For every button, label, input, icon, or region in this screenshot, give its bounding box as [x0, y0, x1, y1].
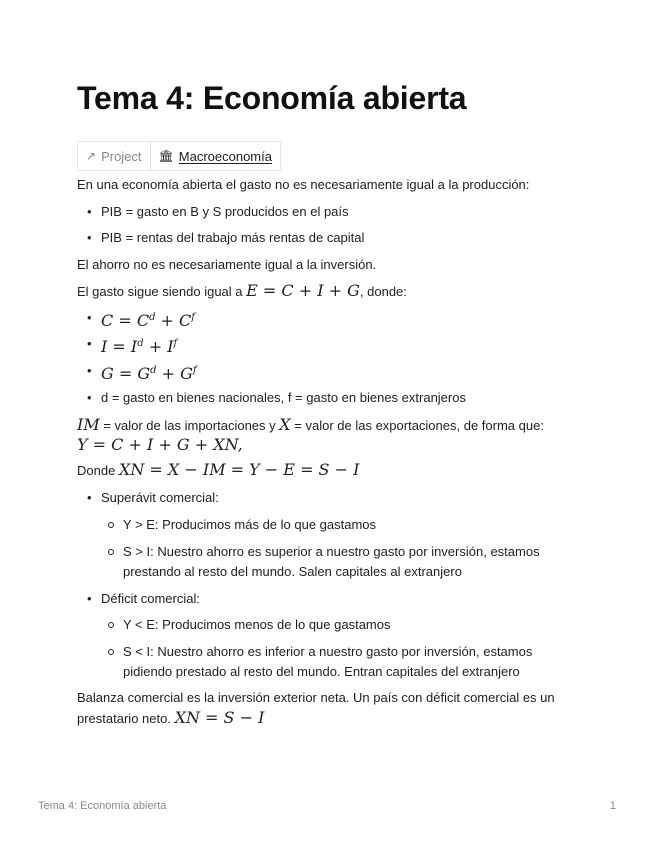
list-item: • PIB = gasto en B y S producidos en el país: [101, 203, 349, 221]
sub-list-item-continued: prestando al resto del mundo. Salen capitales al extranjero: [123, 564, 462, 579]
footer-title: Tema 4: Economía abierta: [38, 800, 167, 812]
gasto-prefix: El gasto sigue siendo igual a: [77, 284, 243, 299]
sub-list-item: Y > E: Producimos más de lo que gastamos: [123, 517, 377, 532]
property-key: [78, 142, 151, 170]
gasto-suffix: , donde:: [359, 284, 407, 299]
balanza-paragraph: Balanza comercial es la inversión exterior neta. Un país con déficit comercial es un: [77, 690, 555, 705]
list-item: • d = gasto en bienes nacionales, f = gasto en bienes extranjeros: [101, 389, 466, 407]
property-bar: [77, 141, 281, 171]
page-title: Tema 4: Economía abierta: [77, 80, 467, 116]
sub-list-item: S > I: Nuestro ahorro es superior a nuestro gasto por inversión, estamos: [123, 544, 540, 559]
ahorro-paragraph: El ahorro no es necesariamente igual a la inversión.: [77, 257, 377, 272]
component-formula: $C = C^d + C^f$: [101, 311, 195, 330]
list-item: [101, 309, 195, 331]
y-formula-line: Y = C + I + G + XN,: [77, 435, 243, 454]
component-formula: $G = G^d + G^f$: [101, 364, 197, 383]
donde-paragraph: Donde XN = X − IM = Y − E = S − I: [77, 460, 360, 479]
list-item: • Superávit comercial:: [101, 489, 219, 507]
sub-list-item-continued: pidiendo prestado al resto del mundo. Entran capitales del extranjero: [123, 664, 520, 679]
list-item: [101, 362, 197, 384]
list-item: • PIB = rentas del trabajo más rentas de capital: [101, 229, 364, 247]
gasto-paragraph: [77, 282, 407, 301]
arrow-up-right-icon: ↗: [86, 149, 97, 163]
property-key-label: Project: [101, 148, 142, 164]
intro-paragraph: En una economía abierta el gasto no es necesariamente igual a la producción:: [77, 177, 530, 192]
bank-building-icon: 🏛: [158, 149, 174, 163]
im-paragraph: IM = valor de las importaciones y X = valor de las exportaciones, de forma que:: [77, 415, 544, 434]
project-link[interactable]: Macroeconomía: [178, 148, 272, 164]
balanza-paragraph-continued: prestatario neto. XN = S − I: [77, 708, 265, 727]
sub-list-item: Y < E: Producimos menos de lo que gastamos: [123, 617, 391, 632]
component-formula: $I = I^d + I^f$: [101, 337, 178, 356]
sub-list-item: S < I: Nuestro ahorro es inferior a nuestro gasto por inversión, estamos: [123, 644, 533, 659]
property-value[interactable]: [151, 142, 280, 170]
page-number: 1: [609, 800, 616, 812]
list-item: • Déficit comercial:: [101, 590, 200, 608]
gasto-formula: E = C + I + G: [246, 281, 360, 300]
list-item: [101, 335, 177, 357]
